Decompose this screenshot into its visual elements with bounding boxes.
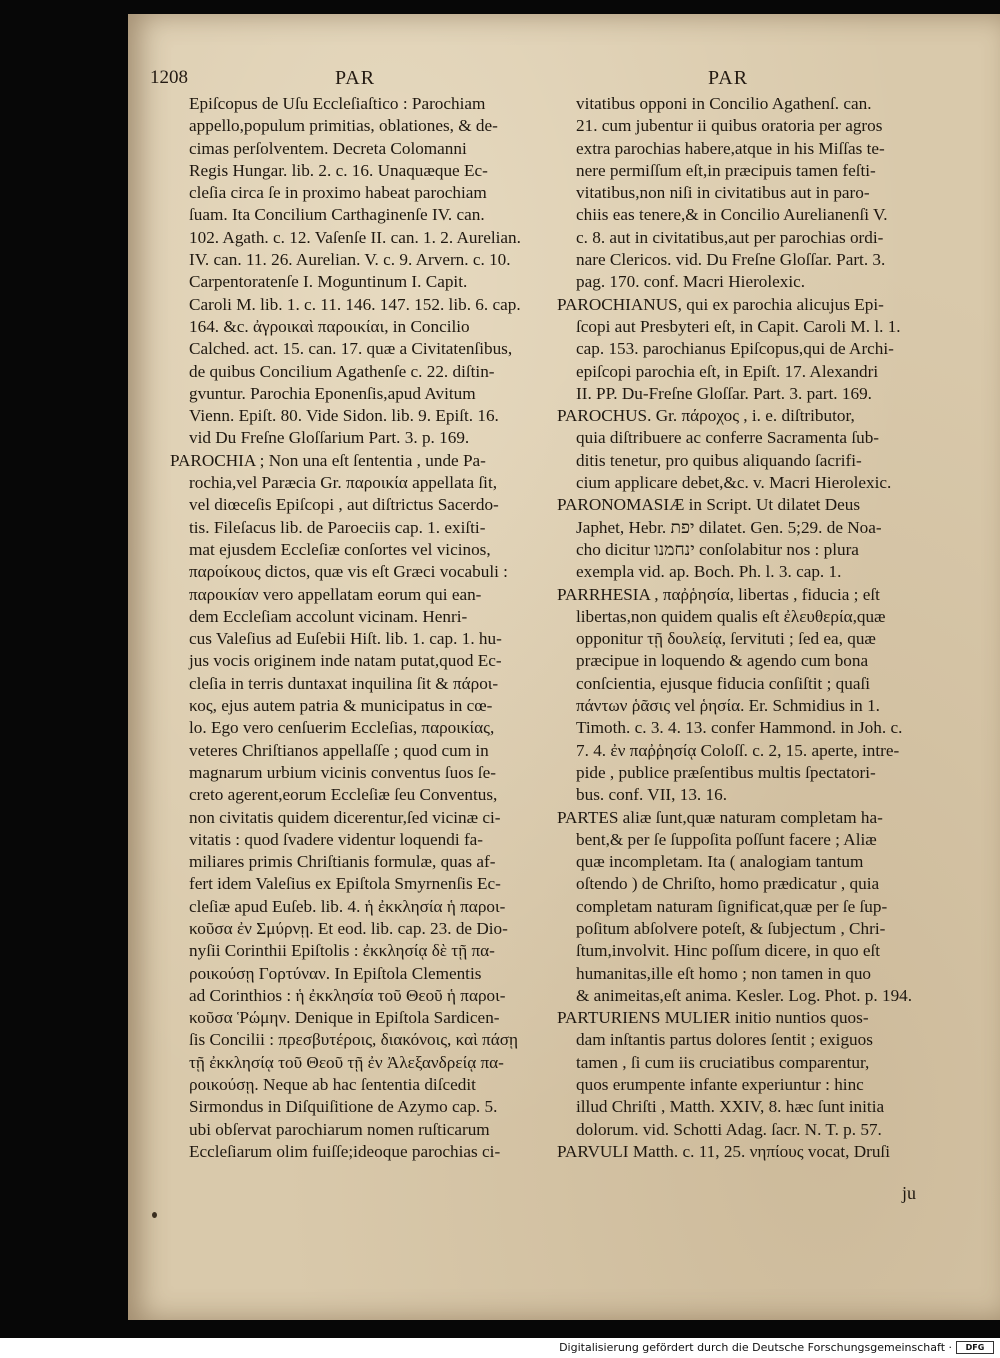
ink-speck — [152, 1212, 157, 1218]
text-line: Regis Hungar. lib. 2. c. 16. Unaquæque Ec- — [189, 160, 488, 180]
text-line: 164. &c. ἀγροικαὶ παροικίαι, in Concilio — [189, 316, 470, 336]
running-head-right: PAR — [708, 67, 749, 89]
text-line: cleſia in terris duntaxat inquilina ſit & πάροι- — [189, 673, 499, 693]
text-line: dem Eccleſiam accolunt vicinam. Henri- — [189, 606, 468, 626]
entry-headword-line: PARVULI Matth. c. 11, 25. νηπίους vocat, Druſi — [557, 1141, 890, 1161]
text-line: 102. Agath. c. 12. Vaſenſe II. can. 1. 2. Aurelian. — [189, 227, 521, 247]
text-line: ad Corinthios : ἡ ἐκκλησία τοῦ Θεοῦ ἡ παροι- — [189, 985, 506, 1005]
text-line: κος, ejus autem patria & municipatus in cœ- — [189, 696, 493, 716]
text-line: quæ incompletam. Ita ( analogiam tantum — [576, 852, 864, 872]
left-text-column — [170, 93, 538, 1163]
text-line: mat ejusdem Eccleſiæ conſortes vel vicinos, — [189, 539, 491, 559]
text-line: miliares primis Chriſtianis formulæ, quas af- — [189, 852, 496, 872]
text-line: bus. conf. VII, 13. 16. — [576, 785, 728, 805]
entry-headword-line: PARTES aliæ ſunt,quæ naturam completam ha- — [557, 807, 883, 827]
text-line: ſis Concilii : πρεσβυτέροις, διακόνοις, καὶ πάσῃ — [189, 1030, 518, 1050]
text-line: pide , publice præſentibus multis ſpectatori- — [576, 762, 876, 782]
text-line: vitatibus opponi in Concilio Agathenſ. can. — [576, 94, 872, 113]
text-line: gvuntur. Parochia Eponenſis,apud Avitum — [189, 383, 476, 403]
text-line: de quibus Concilium Agathenſe c. 22. diſtin- — [189, 361, 495, 381]
text-line: cimas perſolventem. Decreta Colomanni — [189, 138, 467, 158]
text-line: cap. 153. parochianus Epiſcopus,qui de Archi- — [576, 339, 894, 359]
page-number: 1208 — [150, 67, 188, 88]
entry-headword-line: PARTURIENS MULIER initio nuntios quos- — [557, 1008, 869, 1028]
running-head-left: PAR — [335, 67, 376, 89]
text-line: quia diſtribuere ac conferre Sacramenta ſub- — [576, 428, 880, 448]
text-line: opponitur τῇ δουλείᾳ, ſervituti ; ſed ea, quæ — [576, 629, 876, 649]
text-line: πάντων ῥᾶσις vel ῥησία. Er. Schmidius in 1. — [576, 696, 880, 716]
text-line: dolorum. vid. Schotti Adag. ſacr. N. T. p. 57. — [576, 1119, 882, 1139]
text-line: conſcientia, ejusque fiducia conſiſtit ; quaſi — [576, 673, 871, 693]
text-line: dam inſtantis partus dolores ſentit ; exiguos — [576, 1030, 873, 1050]
entry-headword-line: PAROCHIA ; Non una eſt ſententia , unde Pa- — [170, 450, 486, 470]
text-line: κοῦσα Ῥώμην. Denique in Epiſtola Sardicen- — [189, 1008, 500, 1028]
text-line: παροικίαν vero appellatam eorum qui ean- — [189, 584, 482, 604]
text-line: illud Chriſti , Matth. XXIV, 8. hæc ſunt initia — [576, 1097, 885, 1117]
text-line: IV. can. 11. 26. Aurelian. V. c. 9. Arvern. c. 10. — [189, 250, 511, 270]
text-line: nere permiſſum eſt,in præcipuis tamen feſti- — [576, 160, 876, 180]
text-line: bent,& per ſe ſuppoſita poſſunt facere ; Aliæ — [576, 829, 877, 849]
text-line: cho dicitur ינחמנו conſolabitur nos : plura — [576, 539, 859, 559]
text-line: magnarum urbium vicinis conventus ſuos ſe- — [189, 762, 496, 782]
dfg-logo: DFG — [956, 1341, 994, 1354]
text-line: cleſiæ apud Euſeb. lib. 4. ἡ ἐκκλησία ἡ παροι- — [189, 896, 506, 916]
text-line: fert idem Valeſius ex Epiſtola Smyrnenſis Ec- — [189, 874, 501, 894]
text-line: τῇ ἐκκλησίᾳ τοῦ Θεοῦ τῇ ἐν Ἀλεξανδρείᾳ πα- — [189, 1052, 504, 1072]
text-line: Timoth. c. 3. 4. 13. confer Hammond. in Joh. c. — [576, 718, 903, 738]
text-line: Japhet, Hebr. יפת dilatet. Gen. 5;29. de Noa- — [576, 517, 882, 537]
footer-bar — [0, 1338, 1000, 1358]
text-line: Eccleſiarum olim fuiſſe;ideoque parochias ci- — [189, 1141, 501, 1161]
entry-headword-line: PAROCHIANUS, qui ex parochia alicujus Epi- — [557, 294, 884, 314]
text-line: ροικούσῃ. Neque ab hac ſententia diſcedit — [189, 1075, 476, 1095]
text-line: libertas,non quidem qualis eſt ἐλευθερία,quæ — [576, 606, 886, 626]
text-line: II. PP. Du-Freſne Gloſſar. Part. 3. part. 169. — [576, 383, 872, 403]
text-line: veteres Chriſtianos appellaſſe ; quod cum in — [189, 740, 489, 760]
text-line: vitatibus,non niſi in civitatibus aut in paro- — [576, 183, 870, 203]
text-line: quos erumpente infante experiuntur : hinc — [576, 1075, 864, 1095]
text-line: ſtum,involvit. Hinc poſſum dicere, in quo eſt — [576, 941, 881, 961]
text-line: pag. 170. conf. Macri Hierolexic. — [576, 272, 806, 292]
text-line: chiis eas tenere,& in Concilio Aurelianenſi V. — [576, 205, 888, 225]
text-line: vid Du Freſne Gloſſarium Part. 3. p. 169. — [189, 428, 470, 448]
entry-headword-line: PARRHESIA , παῤῥησία, libertas , fiducia ; eſt — [557, 584, 880, 604]
text-line: Epiſcopus de Uſu Eccleſiaſtico : Parochiam — [189, 94, 486, 113]
text-line: Calched. act. 15. can. 17. quæ a Civitatenſibus, — [189, 339, 513, 359]
text-line: ſcopi aut Presbyteri eſt, in Capit. Caroli M. l. 1. — [576, 316, 901, 336]
text-line: humanitas,ille eſt homo ; non tamen in quo — [576, 963, 872, 983]
text-line: c. 8. aut in civitatibus,aut per parochias ordi- — [576, 227, 884, 247]
text-line: jus vocis originem inde natam putat,quod Ec- — [189, 651, 502, 671]
text-line: oſtendo ) de Chriſto, homo prædicatur , quia — [576, 874, 880, 894]
text-line: exempla vid. ap. Boch. Ph. l. 3. cap. 1. — [576, 562, 842, 582]
text-line: Sirmondus in Diſquiſitione de Azymo cap. 5. — [189, 1097, 498, 1117]
text-line: nare Clericos. vid. Du Freſne Gloſſar. Part. 3. — [576, 250, 886, 270]
text-line: ſuam. Ita Concilium Carthaginenſe IV. can. — [189, 205, 485, 225]
text-line: Carpentoratenſe I. Moguntinum I. Capit. — [189, 272, 468, 292]
funding-credit: Digitalisierung gefördert durch die Deutsche Forschungsgemeinschaft · — [559, 1341, 952, 1354]
text-line: 21. cum jubentur ii quibus oratoria per agros — [576, 116, 883, 136]
text-line: extra parochias habere,atque in his Miſſas te- — [576, 138, 885, 158]
text-line: epiſcopi parochia eſt, in Epiſt. 17. Alexandri — [576, 361, 879, 381]
text-line: rochia,vel Paræcia Gr. παροικία appellata ſit, — [189, 473, 498, 493]
text-line: tamen , ſi cum iis cruciatibus comparentur, — [576, 1052, 870, 1072]
text-line: ubi obſervat parochiarum nomen ruſticarum — [189, 1119, 490, 1139]
text-line: Vienn. Epiſt. 80. Vide Sidon. lib. 9. Epiſt. 16. — [189, 406, 499, 426]
text-line: παροίκους dictos, quæ vis eſt Græci vocabuli : — [189, 562, 508, 582]
entry-headword-line: PARONOMASIÆ in Script. Ut dilatet Deus — [557, 495, 861, 515]
text-line: 7. 4. ἐν παῤῥησίᾳ Coloſſ. c. 2, 15. aperte, intre- — [576, 740, 900, 760]
text-line: præcipue in loquendo & agendo cum bona — [576, 651, 869, 671]
text-line: Caroli M. lib. 1. c. 11. 146. 147. 152. lib. 6. cap. — [189, 294, 521, 314]
text-line: κοῦσα ἐν Σμύρνῃ. Et eod. lib. cap. 23. de Dio- — [189, 918, 508, 938]
text-line: tis. Fileſacus lib. de Paroeciis cap. 1. exiſti- — [189, 517, 486, 537]
text-line: ροικούσῃ Γορτύναν. In Epiſtola Clementis — [189, 963, 482, 983]
text-line: vel diœceſis Epiſcopi , aut diſtrictus Sacerdo- — [189, 495, 499, 515]
catchword: ju — [902, 1183, 917, 1203]
text-line: appello,populum primitias, oblationes, & de- — [189, 116, 498, 136]
text-line: cleſia circa ſe in proximo habeat parochiam — [189, 183, 487, 203]
text-line: lo. Ego vero cenſuerim Eccleſias, παροικίας, — [189, 718, 495, 738]
text-line: cium applicare debet,&c. v. Macri Hierolexic. — [576, 473, 892, 493]
entry-headword-line: PAROCHUS. Gr. πάροχος , i. e. diſtributor, — [557, 406, 855, 426]
text-line: non civitatis quidem dicerentur,ſed vicinæ ci- — [189, 807, 501, 827]
text-line: nyſii Corinthii Epiſtolis : ἐκκλησίᾳ δὲ τῇ πα- — [189, 941, 495, 961]
text-line: ditis tenetur, pro quibus aliquando ſacrifi- — [576, 450, 862, 470]
text-line: & animeitas,eſt anima. Kesler. Log. Phot. p. 194. — [576, 985, 913, 1005]
text-line: completam naturam ſignificat,quæ per ſe ſup- — [576, 896, 888, 916]
right-text-column — [557, 93, 937, 1163]
text-line: cus Valeſius ad Euſebii Hiſt. lib. 1. cap. 1. hu- — [189, 629, 502, 649]
text-line: poſitum abſolvere poteſt, & ſubjectum , Chri- — [576, 918, 886, 938]
text-line: vitatis : quod ſvadere videntur loquendi fa- — [189, 829, 484, 849]
text-line: creto agerent,eorum Eccleſiæ ſeu Conventus, — [189, 785, 498, 805]
